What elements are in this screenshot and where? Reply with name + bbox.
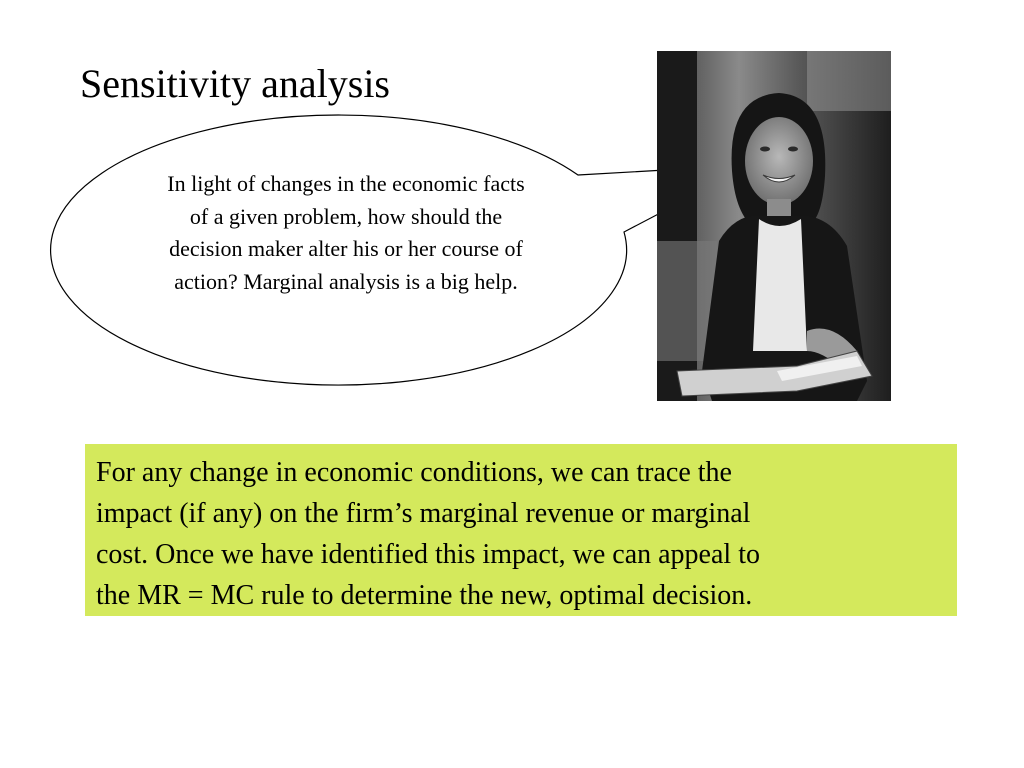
note-text: For any change in economic conditions, we can trace the impact (if any) on the firm’s marginal revenue or marginal cost. Once we have identified this impact, we can appeal to the MR = MC rule to determine the new, optimal decision. [96,457,760,611]
note-box [85,444,957,616]
speech-bubble-text: In light of changes in the economic facts of a given problem, how should the decision maker alter his or her course of action? Marginal analysis is a big help. [167,171,525,294]
photo-woman [657,51,891,401]
slide-title: Sensitivity analysis [80,61,390,106]
photo-woman-image [657,51,891,401]
